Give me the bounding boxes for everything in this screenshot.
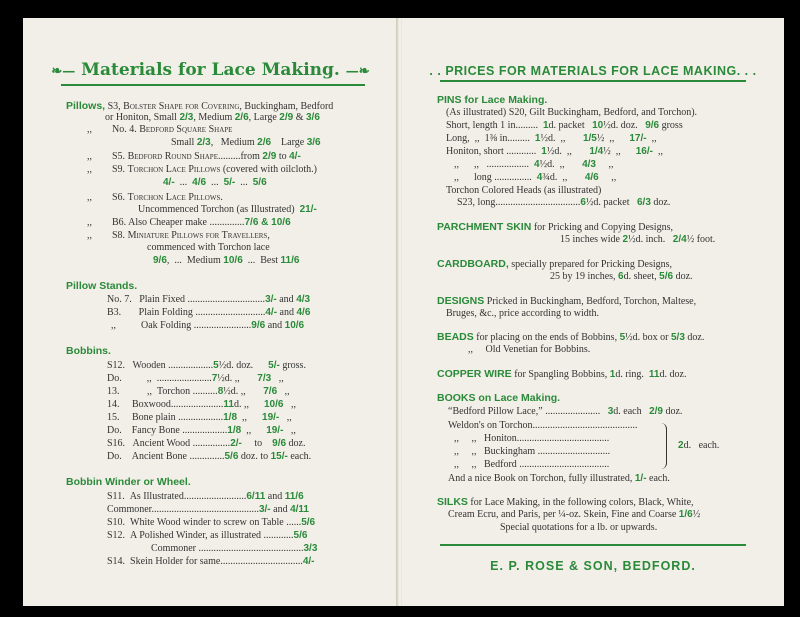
left-price-line: S16. Ancient Wood ...............2/- to 9/6 doz. xyxy=(107,438,306,449)
right-price-line: BOOKS on Lace Making. xyxy=(437,392,561,404)
footer-rule xyxy=(440,544,746,546)
right-price-line: BEADS for placing on the ends of Bobbins, 5½d. box or 5/3 doz. xyxy=(437,331,705,343)
right-price-line: DESIGNS Pricked in Buckingham, Bedford, Torchon, Maltese, xyxy=(437,295,697,307)
left-price-line: 9/6, ... Medium 10/6 ... Best 11/6 xyxy=(153,255,300,266)
right-price-line: ,, ,, Bedford .................................... xyxy=(454,459,610,470)
right-price-line: Special quotations for a lb. or upwards. xyxy=(500,522,658,533)
right-price-line: COPPER WIRE for Spangling Bobbins, 1d. ring. 11d. doz. xyxy=(437,368,687,380)
left-price-line: S10. White Wood winder to screw on Table ......5/6 xyxy=(107,517,316,528)
flourish-right-icon: —❧ xyxy=(345,64,370,79)
left-price-line: Pillow Stands. xyxy=(66,280,138,292)
left-price-line: ,, S8. Miniature Pillows for Travellers, xyxy=(87,230,270,241)
left-price-line: Do. Fancy Bone ..................1/8 ,, 19/- ,, xyxy=(107,425,296,436)
right-title-underline xyxy=(440,80,746,82)
right-price-line: Honiton, short ............ 1½d. ,, 1/4½ ,, 16/- ,, xyxy=(446,146,663,157)
right-price-line: “Bedford Pillow Lace,” ...................... 3d. each 2/9 doz. xyxy=(448,406,683,417)
right-price-line: Weldon's on Torchon.......................................... xyxy=(448,420,638,431)
right-price-line: Torchon Colored Heads (as illustrated) xyxy=(446,185,602,196)
right-price-line: ,, ,, ................. 4½d. ,, 4/3 ,, xyxy=(454,159,614,170)
left-price-line: ,, No. 4. Bedford Square Shape xyxy=(87,124,233,135)
left-price-line: Commoner ..........................................3/3 xyxy=(151,543,318,554)
left-price-line: ,, Oak Folding .......................9/6 and 10/6 xyxy=(111,320,305,331)
left-price-line: S14. Skein Holder for same.................................4/- xyxy=(107,556,315,567)
left-price-line: ,, S6. Torchon Lace Pillows. xyxy=(87,192,223,203)
left-price-line: commenced with Torchon lace xyxy=(147,242,270,253)
right-price-line: ,, Old Venetian for Bobbins. xyxy=(468,344,591,355)
left-title-text: Materials for Lace Making. xyxy=(81,60,340,80)
left-price-line: Commoner...........................................3/- and 4/11 xyxy=(107,504,309,515)
left-price-line: or Honiton, Small 2/3, Medium 2/6, Large 2/9 & 3/6 xyxy=(105,112,320,123)
right-price-line: And a nice Book on Torchon, fully illustrated, 1/- each. xyxy=(448,473,670,484)
right-price-line: ,, ,, Buckingham ............................. xyxy=(454,446,611,457)
left-price-line: Bobbin Winder or Wheel. xyxy=(66,476,191,488)
right-price-line: PARCHMENT SKIN for Pricking and Copying Designs, xyxy=(437,221,673,233)
title-underline xyxy=(61,84,365,86)
left-price-line: ,, S5. Bedford Round Shape.........from 2/9 to 4/- xyxy=(87,151,301,162)
left-price-line: No. 7. Plain Fixed ...............................3/- and 4/3 xyxy=(107,294,311,305)
right-price-line: (As illustrated) S20, Gilt Buckingham, Bedford, and Torchon). xyxy=(446,107,698,118)
flourish-left-icon: ❧— xyxy=(51,64,76,79)
right-price-line: Bruges, &c., price according to width. xyxy=(446,308,600,319)
right-price-line: Cream Ecru, and Paris, per ¼-oz. Skein, Fine and Coarse 1/6½ xyxy=(448,509,701,520)
right-price-line: 15 inches wide 2½d. inch. 2/4½ foot. xyxy=(560,234,716,245)
left-price-line: 13. ,, Torchon ..........8½d. ,, 7/6 ,, xyxy=(107,386,290,397)
right-price-line: PINS for Lace Making. xyxy=(437,94,548,106)
left-price-line: Uncommenced Torchon (as Illustrated) 21/- xyxy=(138,204,317,215)
left-price-line: ,, S9. Torchon Lace Pillows (covered with oilcloth.) xyxy=(87,164,317,175)
left-page xyxy=(23,18,398,606)
left-price-line: S11. As Illustrated.........................6/11 and 11/6 xyxy=(107,491,304,502)
left-price-line: 14. Boxwood.....................11d. ,, 10/6 ,, xyxy=(107,399,296,410)
publisher-footer: E. P. ROSE & SON, BEDFORD. xyxy=(490,559,696,573)
right-price-line: Long, ,, 1⅜ in......... 1½d. ,, 1/5½ ,, 17/- ,, xyxy=(446,133,657,144)
books-brace xyxy=(660,423,667,469)
right-price-line: ,, long ............... 4¾d. ,, 4/6 ,, xyxy=(454,172,617,183)
right-price-line: SILKS for Lace Making, in the following colors, Black, White, xyxy=(437,496,694,508)
right-price-line: 25 by 19 inches, 6d. sheet, 5/6 doz. xyxy=(550,271,693,282)
left-price-line: Pillows, S3, Bolster Shape for Covering, Buckingham, Bedford xyxy=(66,100,334,112)
right-price-line: ,, ,, Honiton..................................... xyxy=(454,433,610,444)
right-price-line: CARDBOARD, specially prepared for Pricking Designs, xyxy=(437,258,673,270)
left-price-line: B3. Plain Folding ............................4/- and 4/6 xyxy=(107,307,311,318)
right-price-line: 2d. each. xyxy=(678,440,720,451)
left-price-line: Small 2/3, Medium 2/6 Large 3/6 xyxy=(171,137,321,148)
left-price-line: ,, B6. Also Cheaper make ..............7/6 & 10/6 xyxy=(87,217,291,228)
right-page xyxy=(402,18,784,606)
left-price-line: Do. Ancient Bone ..............5/6 doz. to 15/- each. xyxy=(107,451,312,462)
right-page-title: . . PRICES FOR MATERIALS FOR LACE MAKING. . . xyxy=(429,64,757,78)
left-price-line: S12. A Polished Winder, as illustrated ............5/6 xyxy=(107,530,308,541)
left-price-line: 15. Bone plain ..................1/8 ,, 19/- ,, xyxy=(107,412,292,423)
right-price-line: Short, length 1 in......... 1d. packet 10½d. doz. 9/6 gross xyxy=(446,120,683,131)
left-page-title xyxy=(23,60,398,80)
left-price-line: 4/- ... 4/6 ... 5/- ... 5/6 xyxy=(163,177,267,188)
right-price-line: S23, long..................................6½d. packet 6/3 doz. xyxy=(457,197,671,208)
left-price-line: S12. Wooden ..................5½d. doz. 5/- gross. xyxy=(107,360,306,371)
left-price-line: Bobbins. xyxy=(66,345,111,357)
left-price-line: Do. ,, ......................7½d. ,, 7/3 ,, xyxy=(107,373,284,384)
